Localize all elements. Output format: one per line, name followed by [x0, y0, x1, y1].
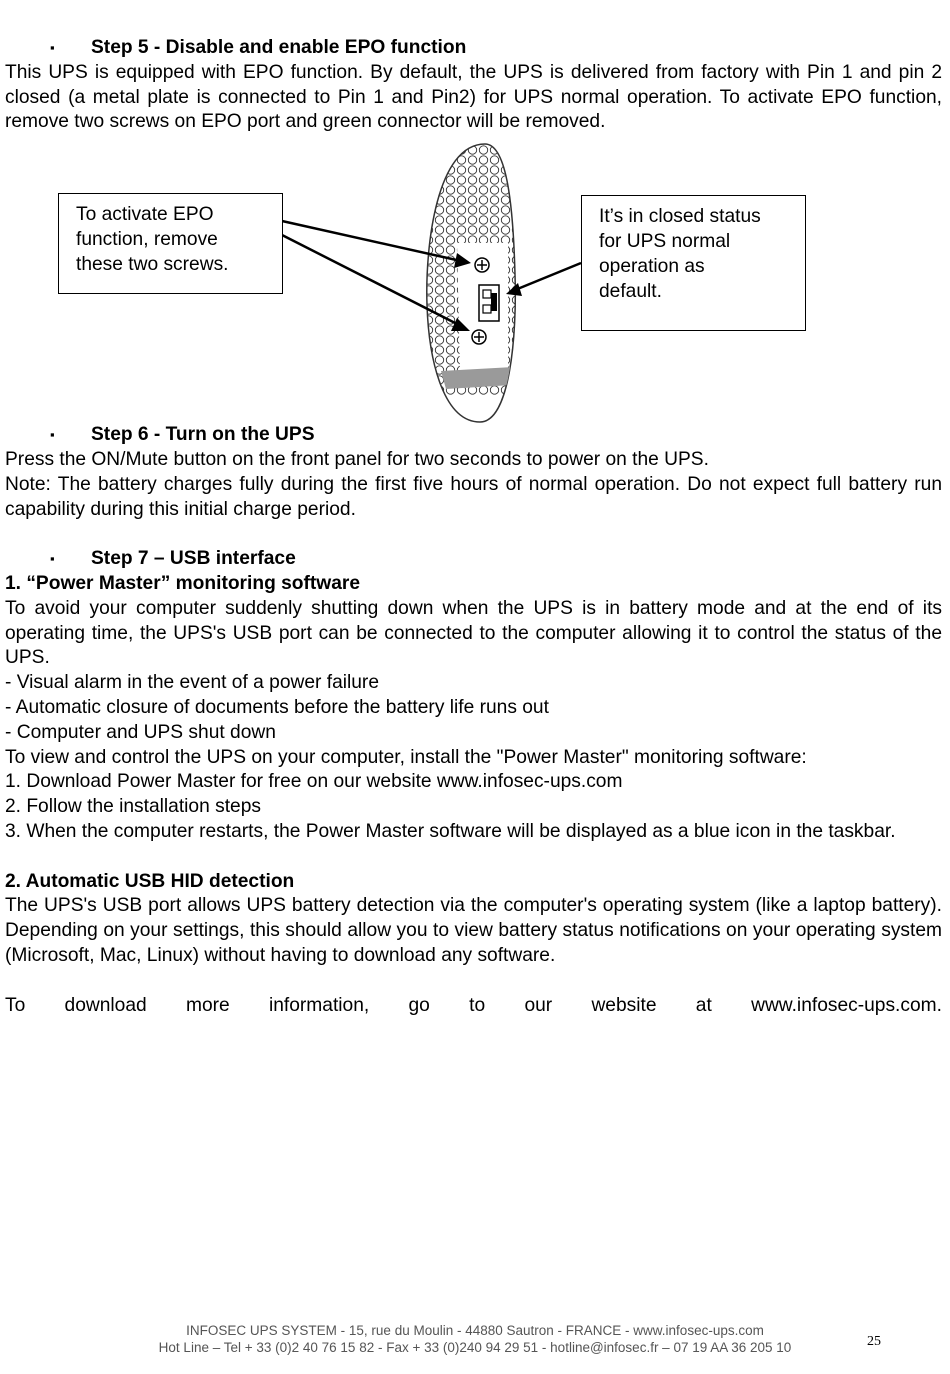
step5-heading-text: Step 5 - Disable and enable EPO function [91, 37, 467, 58]
closing-word: go [408, 994, 430, 1016]
feature-item: - Automatic closure of documents before the battery life runs out [5, 696, 549, 718]
closing-word: more [185, 994, 230, 1016]
step6-heading-text: Step 6 - Turn on the UPS [91, 424, 315, 446]
footer-address: INFOSEC UPS SYSTEM - 15, rue du Moulin - 44880 Sautron - FRANCE - www.infosec-ups.com [186, 1323, 764, 1338]
install-step: 1. Download Power Master for free on our website www.infosec-ups.com [5, 771, 623, 793]
page-number: 25 [867, 1334, 881, 1349]
closing-word: website [591, 994, 657, 1016]
usb-hid-title: 2. Automatic USB HID detection [5, 870, 295, 892]
callout-left-line-2: function, remove [76, 229, 218, 251]
closing-word: our [524, 994, 553, 1016]
closing-word: at [695, 994, 712, 1016]
callout-closed-status [581, 195, 806, 331]
bullet-icon: ▪ [50, 551, 55, 567]
feature-item: - Visual alarm in the event of a power failure [5, 672, 379, 694]
install-step: 2. Follow the installation steps [5, 796, 261, 818]
callout-right-line-3: operation as [599, 256, 705, 278]
closing-word: information, [268, 994, 370, 1016]
usb-hid-body: The UPS's USB port allows UPS battery detection via the computer's operating system (like a laptop battery). Depending on your settings, this should allow you to view battery status notifications on your operating system (Microsoft, Mac, Linux) without having to download any software. [5, 895, 942, 966]
step7-heading [5, 547, 942, 572]
footer-contacts: Hot Line – Tel + 33 (0)2 40 76 15 82 - Fax + 33 (0)240 94 29 51 - hotline@infosec.fr – 07 19 AA 36 205 10 [158, 1339, 792, 1355]
closing-word: to [469, 994, 486, 1016]
screw-bottom-icon [472, 330, 486, 344]
closing-line [5, 994, 942, 1019]
page-footer [0, 1323, 950, 1356]
step6-body: Press the ON/Mute button on the front panel for two seconds to power on the UPS. [5, 448, 709, 470]
manual-page [5, 36, 942, 1018]
install-step: 3. When the computer restarts, the Power Master software will be displayed as a blue icon in the taskbar. [5, 820, 896, 842]
callout-right-line-2: for UPS normal [599, 231, 731, 253]
website-link[interactable]: www.infosec-ups.com. [751, 994, 942, 1016]
arrow-to-connector [506, 263, 581, 296]
power-master-body: To avoid your computer suddenly shutting down when the UPS is in battery mode and at the end of its operating time, the UPS's USB port can be connected to the computer allowing it to control the status of the UPS. [5, 597, 942, 669]
bullet-icon: ▪ [50, 40, 55, 55]
callout-remove-screws [58, 193, 283, 294]
epo-connector-icon [479, 285, 499, 321]
install-intro: To view and control the UPS on your computer, install the "Power Master" monitoring software: [5, 746, 807, 768]
power-master-title: 1. “Power Master” monitoring software [5, 572, 361, 594]
closing-word: download [64, 994, 147, 1016]
step6-heading [5, 423, 942, 448]
closing-word: To [5, 994, 26, 1016]
feature-item: - Computer and UPS shut down [5, 721, 276, 743]
step6-note: Note: The battery charges fully during the first five hours of normal operation. Do not expect full battery run capability during this initial charge period. [5, 473, 942, 520]
screw-top-icon [475, 258, 489, 272]
callout-right-line-1: It’s in closed status [599, 206, 761, 228]
step5-heading [5, 36, 942, 61]
epo-diagram [5, 135, 942, 423]
bullet-icon: ▪ [50, 427, 55, 443]
step5-body: This UPS is equipped with EPO function. By default, the UPS is delivered from factory with Pin 1 and pin 2 closed (a metal plate is connected to Pin 1 and Pin2) for UPS normal operation. To activate EPO function, remove two screws on EPO port and green connector will be removed. [5, 61, 942, 133]
callout-left-line-1: To activate EPO [76, 204, 214, 226]
step7-heading-text: Step 7 – USB interface [91, 548, 296, 570]
callout-right-line-4: default. [599, 281, 662, 303]
callout-left-line-3: these two screws. [76, 254, 229, 276]
